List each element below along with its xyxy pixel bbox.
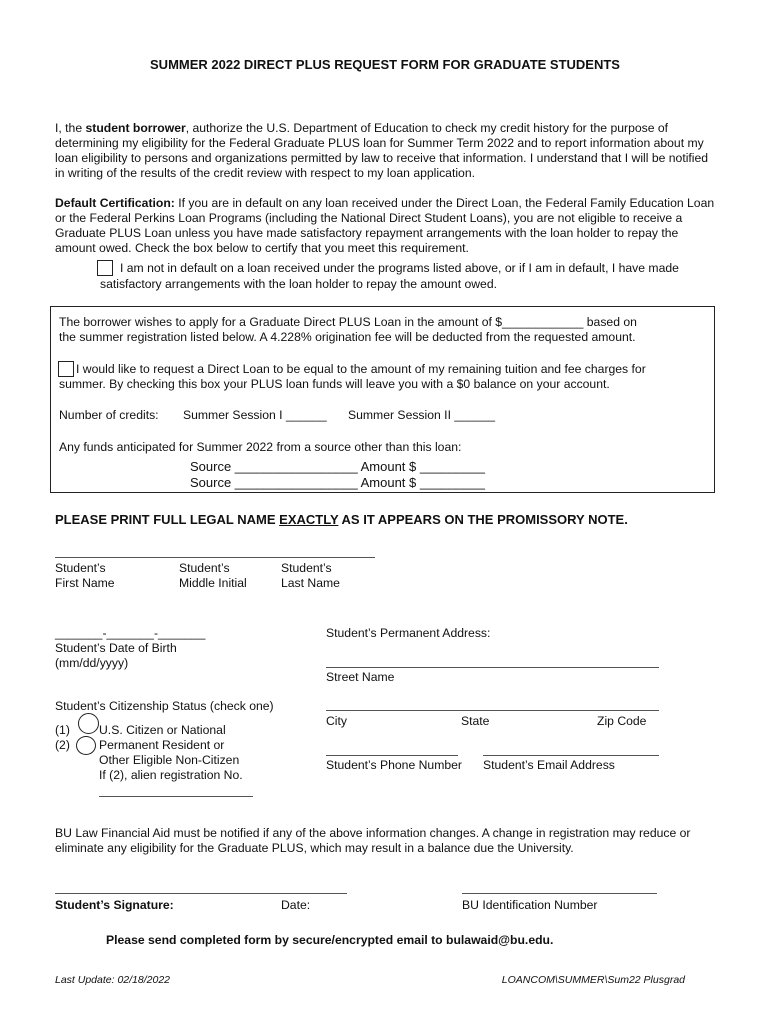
first-name-label xyxy=(55,561,115,591)
dob-format: (mm/dd/yyyy) xyxy=(55,656,129,670)
remaining-balance-line2: summer. By checking this box your PLUS loan funds will leave you with a $0 balance on your account. xyxy=(59,377,610,391)
default-cert-text: If you are in default on any loan received under the Direct Loan, the Federal Family Education Loan or the Federal Perkins Loan Programs (including the National Direct Student Loans), you are not eligible to receive a Graduate PLUS Loan unless you have made satisfactory repayment arrangements with the loan holder to repay the amount owed. Check the box below to certify that you meet this requirement. xyxy=(55,196,715,255)
credits-label: Number of credits: xyxy=(59,408,159,422)
dob-label: Student’s Date of Birth xyxy=(55,641,177,655)
file-reference: LOANCOM\SUMMER\Sum22 Plusgrad xyxy=(501,974,685,986)
first-name-label-2: First Name xyxy=(55,576,115,590)
city-state-zip-line[interactable] xyxy=(326,710,659,711)
us-citizen-label: U.S. Citizen or National xyxy=(99,723,226,737)
default-certification-paragraph xyxy=(55,196,715,256)
date-label: Date: xyxy=(281,898,311,912)
option-2-number: (2) xyxy=(55,738,70,752)
last-name-label-2: Last Name xyxy=(281,576,340,590)
source-row-1[interactable]: Source _________________ Amount $ _________ xyxy=(190,459,485,474)
alien-registration-line[interactable] xyxy=(99,796,253,797)
last-name-label-1: Student’s xyxy=(281,561,332,575)
name-line[interactable] xyxy=(55,557,375,558)
not-in-default-line1: I am not in default on a loan received under the programs listed above, or if I am in default, I have made xyxy=(120,261,679,275)
permanent-resident-radio[interactable] xyxy=(76,736,96,755)
heading-pre: PLEASE PRINT FULL LEGAL NAME xyxy=(55,512,280,527)
email-label: Student’s Email Address xyxy=(483,758,615,772)
intro-rest: , authorize the U.S. Department of Education to check my credit history for the purpose of determining my eligibility for the Federal Graduate PLUS loan for Summer Term 2022 and to report information about my loan eligibility to persons and organizations permitted by law to receive that information. I understand that I will be notified in writing of the results of the credit review with respect to my loan application. xyxy=(55,121,709,180)
loan-amount-line1: The borrower wishes to apply for a Graduate Direct PLUS Loan in the amount of $____________ based on xyxy=(59,315,637,329)
middle-initial-label xyxy=(179,561,247,591)
last-name-label xyxy=(281,561,340,591)
alien-registration-label: If (2), alien registration No. xyxy=(99,768,243,782)
checkbox-box[interactable] xyxy=(58,361,74,377)
intro-lead: I, the xyxy=(55,121,86,135)
remaining-balance-checkbox[interactable] xyxy=(58,361,74,378)
buid-line[interactable] xyxy=(462,893,657,894)
send-instructions: Please send completed form by secure/encrypted email to bulawaid@bu.edu. xyxy=(106,933,554,947)
signature-date-line[interactable] xyxy=(55,893,347,894)
phone-line[interactable] xyxy=(326,755,458,756)
session-two-field[interactable]: Summer Session II ______ xyxy=(348,408,496,422)
citizenship-label: Student’s Citizenship Status (check one) xyxy=(55,699,274,713)
not-in-default-checkbox[interactable] xyxy=(97,260,113,277)
heading-exactly: EXACTLY xyxy=(279,512,339,527)
heading-post: AS IT APPEARS ON THE PROMISSORY NOTE. xyxy=(338,512,628,527)
street-label: Street Name xyxy=(326,670,395,684)
state-label: State xyxy=(461,714,490,728)
change-notice: BU Law Financial Aid must be notified if any of the above information changes. A change in registration may reduce or eliminate any eligibility for the Graduate PLUS, which may result in a balance due the University. xyxy=(55,826,691,855)
signature-label: Student’s Signature: xyxy=(55,898,174,912)
middle-initial-label-2: Middle Initial xyxy=(179,576,247,590)
session-one-field[interactable]: Summer Session I ______ xyxy=(183,408,327,422)
checkbox-box[interactable] xyxy=(97,260,113,276)
default-cert-heading: Default Certification: xyxy=(55,196,175,210)
zip-label: Zip Code xyxy=(597,714,647,728)
not-in-default-line2: satisfactory arrangements with the loan holder to repay the amount owed. xyxy=(100,277,497,291)
option-1-number: (1) xyxy=(55,723,70,737)
legal-name-heading xyxy=(55,512,628,527)
buid-label: BU Identification Number xyxy=(462,898,598,912)
eligible-non-citizen-label: Other Eligible Non-Citizen xyxy=(99,753,240,767)
permanent-resident-label: Permanent Resident or xyxy=(99,738,225,752)
middle-initial-label-1: Student’s xyxy=(179,561,230,575)
source-row-2[interactable]: Source _________________ Amount $ _________ xyxy=(190,475,485,490)
street-line[interactable] xyxy=(326,667,659,668)
form-title: SUMMER 2022 DIRECT PLUS REQUEST FORM FOR GRADUATE STUDENTS xyxy=(150,57,620,72)
us-citizen-radio[interactable] xyxy=(78,713,99,734)
permanent-address-label: Student’s Permanent Address: xyxy=(326,626,491,640)
dob-blank[interactable]: _______-_______-_______ xyxy=(55,626,206,640)
email-line[interactable] xyxy=(483,755,659,756)
first-name-label-1: Student’s xyxy=(55,561,106,575)
other-funds-label: Any funds anticipated for Summer 2022 from a source other than this loan: xyxy=(59,440,462,454)
phone-label: Student’s Phone Number xyxy=(326,758,462,772)
student-borrower-bold: student borrower xyxy=(85,121,186,135)
loan-amount-line2: the summer registration listed below. A 4.228% origination fee will be deducted from the requested amount. xyxy=(59,330,636,344)
last-update: Last Update: 02/18/2022 xyxy=(55,974,171,986)
authorization-paragraph xyxy=(55,121,715,181)
city-label: City xyxy=(326,714,347,728)
remaining-balance-line1: I would like to request a Direct Loan to be equal to the amount of my remaining tuition and fee charges for xyxy=(76,362,646,376)
